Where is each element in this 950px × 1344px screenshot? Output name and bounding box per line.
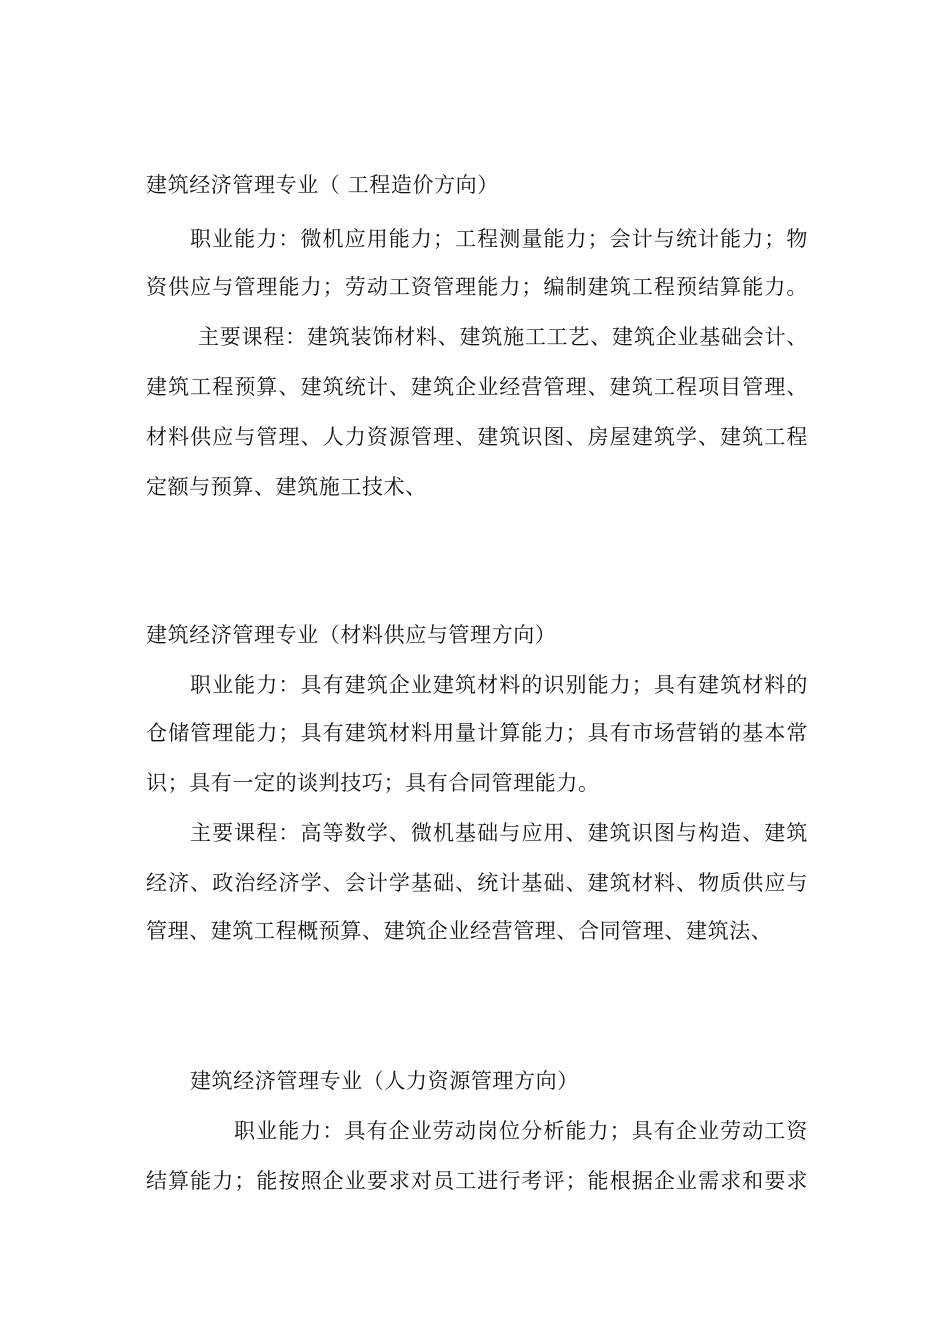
section-3-ability-line-2: 结算能力；能按照企业要求对员工进行考评；能根据企业需求和要求 [146,1169,808,1193]
section-3-ability-line-1: 职业能力：具有企业劳动岗位分析能力；具有企业劳动工资 [234,1119,808,1143]
section-2-ability-line-2: 仓储管理能力；具有建筑材料用量计算能力；具有市场营销的基本常 [146,721,808,745]
section-1-course-line-3: 材料供应与管理、人力资源管理、建筑识图、房屋建筑学、建筑工程 [146,425,808,449]
section-1-ability-line-1: 职业能力：微机应用能力；工程测量能力；会计与统计能力；物 [190,227,808,251]
section-2-course-line-2: 经济、政治经济学、会计学基础、统计基础、建筑材料、物质供应与 [146,871,808,895]
section-1-course-line-2: 建筑工程预算、建筑统计、建筑企业经营管理、建筑工程项目管理、 [146,375,808,399]
section-1-heading: 建筑经济管理专业（ 工程造价方向） [146,173,499,197]
section-1-course-line-1: 主要课程：建筑装饰材料、建筑施工工艺、建筑企业基础会计、 [198,325,808,349]
section-1-course-line-4: 定额与预算、建筑施工技术、 [146,475,427,499]
section-2-ability-line-3: 识；具有一定的谈判技巧；具有合同管理能力。 [146,771,600,795]
section-1-ability-line-2: 资供应与管理能力；劳动工资管理能力；编制建筑工程预结算能力。 [146,275,808,299]
section-2-heading: 建筑经济管理专业（材料供应与管理方向） [146,623,557,647]
section-2-course-line-3: 管理、建筑工程概预算、建筑企业经营管理、合同管理、建筑法、 [146,919,773,943]
section-3-heading: 建筑经济管理专业（人力资源管理方向） [190,1069,579,1093]
section-2-ability-line-1: 职业能力：具有建筑企业建筑材料的识别能力；具有建筑材料的 [190,673,808,697]
section-2-course-line-1: 主要课程：高等数学、微机基础与应用、建筑识图与构造、建筑 [190,821,808,845]
